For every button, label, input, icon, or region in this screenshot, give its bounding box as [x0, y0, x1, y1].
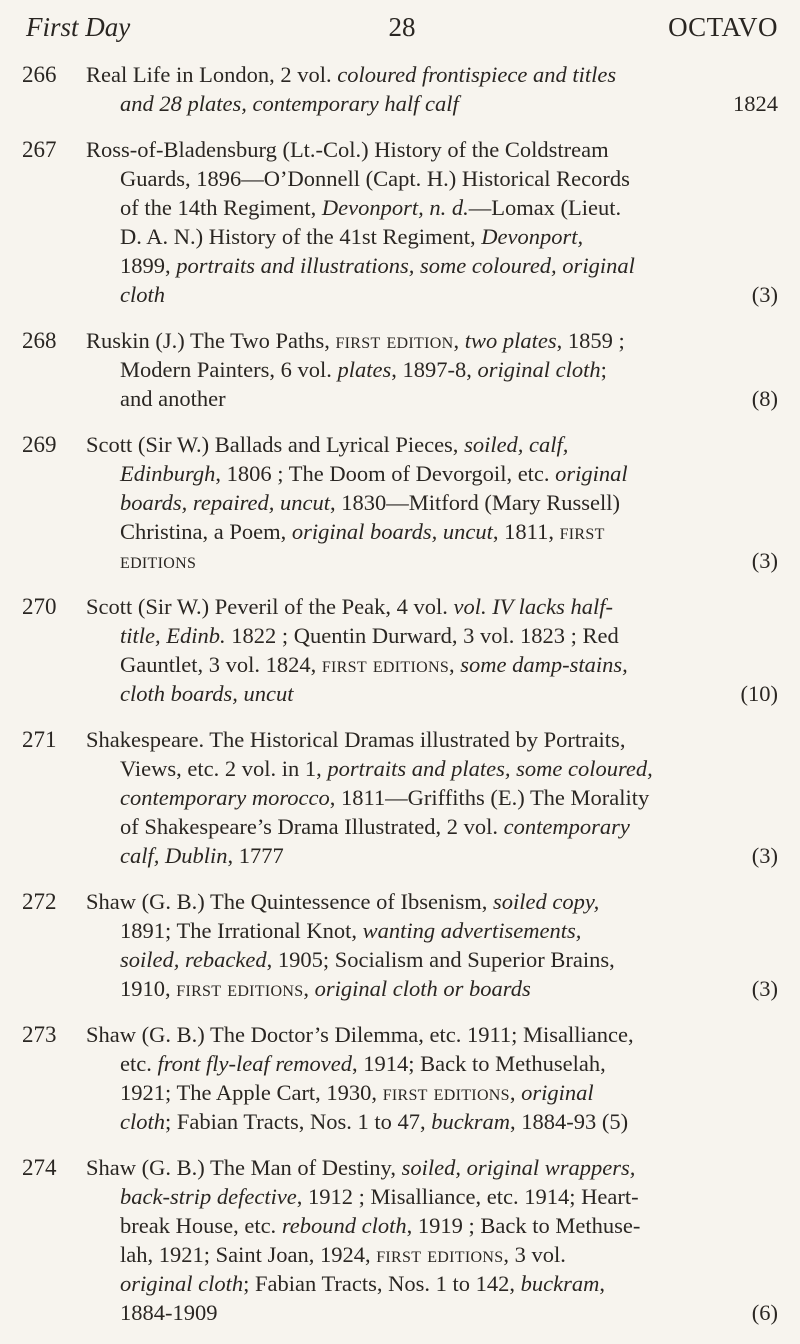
text-segment: and another [120, 386, 226, 411]
lot-description-line [86, 459, 778, 488]
lot-description-line [86, 1240, 778, 1269]
text-segment: back-strip defective [120, 1184, 297, 1209]
lot-description-line [86, 592, 778, 621]
lot-description-line [86, 783, 778, 812]
text-segment: Gauntlet, 3 vol. 1824, [120, 652, 322, 677]
lot-entry [22, 592, 778, 708]
line-text [120, 89, 459, 118]
text-segment: two plates [464, 328, 557, 353]
text-segment: some damp-stains, [460, 652, 628, 677]
text-segment: , 1919 ; Back to Methuse- [406, 1213, 641, 1238]
text-segment: Devonport, [481, 224, 584, 249]
lot-description-line [86, 887, 778, 916]
text-segment: of the 14th Regiment, [120, 195, 322, 220]
text-segment: soiled copy, [493, 889, 600, 914]
lot-description-line [86, 754, 778, 783]
text-segment: —Lomax (Lieut. [468, 195, 622, 220]
text-segment: Christina, a Poem, [120, 519, 292, 544]
text-segment: Views, etc. 2 vol. in 1, [120, 756, 328, 781]
text-segment: Real Life in London, 2 vol. [86, 62, 338, 87]
text-segment: ; Fabian Tracts, Nos. 1 to 47, [165, 1109, 432, 1134]
header-day: First Day [26, 12, 131, 42]
lot-description-line [86, 679, 778, 708]
text-segment: rebound cloth [281, 1213, 407, 1238]
text-segment: editions [120, 548, 197, 573]
text-segment: , [449, 652, 461, 677]
lot-description-line [86, 1269, 778, 1298]
lot-description-line [86, 841, 778, 870]
text-segment: first edition [335, 328, 454, 353]
text-segment: lah, 1921; Saint Joan, 1924, [120, 1242, 377, 1267]
text-segment: contemporary morocco [120, 785, 330, 810]
lot-description-line [86, 355, 778, 384]
text-segment: ; [600, 357, 607, 382]
text-segment: 1910, [120, 976, 177, 1001]
lot-description-line [86, 193, 778, 222]
lot-description-line [86, 974, 778, 1003]
text-segment: , 1859 ; [556, 328, 625, 353]
lot-quantity-or-date: (3) [751, 843, 778, 868]
text-segment: Modern Painters, 6 vol. [120, 357, 338, 382]
lot-entry [22, 135, 778, 309]
lot-description-line [86, 546, 778, 575]
text-segment: , 1806 ; The Doom of Devorgoil, etc. [215, 461, 556, 486]
header-format: OCTAVO [668, 12, 778, 42]
page-header [26, 12, 778, 52]
lot-entry [22, 430, 778, 575]
text-segment: plates [337, 357, 392, 382]
lot-entry [22, 1020, 778, 1136]
lot-number: 272 [22, 889, 57, 914]
text-segment: soiled, rebacked [120, 947, 267, 972]
text-segment: , [509, 1080, 522, 1105]
text-segment: first [559, 519, 605, 544]
text-segment: soiled, calf, [464, 432, 569, 457]
lot-description-line [86, 1107, 778, 1136]
text-segment: original cloth [477, 357, 601, 382]
lot-description-line [86, 1078, 778, 1107]
text-segment: boards, repaired, uncut [120, 490, 330, 515]
text-segment: , [303, 976, 315, 1001]
text-segment: , [599, 1271, 605, 1296]
text-segment: Shakespeare. The Historical Dramas illustrated by Portraits, [86, 727, 626, 752]
lot-description-line [86, 384, 778, 413]
text-segment: original cloth [120, 1271, 244, 1296]
text-segment: portraits and illustrations, some coloured, original [176, 253, 635, 278]
lot-quantity-or-date: (3) [751, 548, 778, 573]
lot-number: 269 [22, 432, 57, 457]
text-segment: etc. [120, 1051, 158, 1076]
text-segment: cloth [120, 282, 165, 307]
lot-description-line [86, 280, 778, 309]
lot-description-line [86, 1182, 778, 1211]
text-segment: original boards, uncut [291, 519, 493, 544]
lot-description-line [86, 60, 778, 89]
lot-description-line [86, 621, 778, 650]
lot-description-line [86, 1153, 778, 1182]
lot-number: 271 [22, 727, 57, 752]
line-text [120, 280, 165, 309]
line-text [120, 679, 294, 708]
lot-description-line [86, 251, 778, 280]
lot-description-line [86, 326, 778, 355]
text-segment: , 1884-93 (5) [510, 1109, 629, 1134]
text-segment: ; Fabian Tracts, Nos. 1 to 142, [243, 1271, 521, 1296]
text-segment: cloth [120, 1109, 165, 1134]
text-segment: coloured frontispiece and titles [337, 62, 617, 87]
text-segment: 1921; The Apple Cart, 1930, [120, 1080, 383, 1105]
text-segment: Shaw (G. B.) The Doctor’s Dilemma, etc. 1911; Misalliance, [86, 1022, 634, 1047]
text-segment: first editions [321, 652, 450, 677]
line-text [120, 384, 226, 413]
line-text [120, 1298, 218, 1327]
lot-description-line [86, 164, 778, 193]
lot-description-line [86, 916, 778, 945]
lot-number: 266 [22, 62, 57, 87]
lot-quantity-or-date: (3) [751, 976, 778, 1001]
line-text [120, 841, 284, 870]
text-segment: first editions [382, 1080, 510, 1105]
text-segment: Scott (Sir W.) Ballads and Lyrical Pieces, [86, 432, 465, 457]
lot-entry [22, 60, 778, 118]
lot-number: 268 [22, 328, 57, 353]
lot-description-line [86, 135, 778, 164]
lot-description-line [86, 725, 778, 754]
text-segment: , 1905; Socialism and Superior Brains, [266, 947, 615, 972]
lot-number: 267 [22, 137, 57, 162]
text-segment: buckram [520, 1271, 600, 1296]
text-segment: 1884-1909 [120, 1300, 218, 1325]
text-segment: vol. IV lacks half- [453, 594, 614, 619]
text-segment: , [453, 328, 465, 353]
text-segment: , 1914; Back to Methuselah, [352, 1051, 606, 1076]
text-segment: , 1897-8, [391, 357, 478, 382]
text-segment: break House, etc. [120, 1213, 282, 1238]
text-segment: first editions [376, 1242, 504, 1267]
lot-entry [22, 725, 778, 870]
text-segment: Shaw (G. B.) The Man of Destiny, [86, 1155, 402, 1180]
lot-entry [22, 1153, 778, 1327]
text-segment: 1822 ; Quentin Durward, 3 vol. 1823 ; Red [225, 623, 619, 648]
lot-description-line [86, 1211, 778, 1240]
lot-description-line [86, 1020, 778, 1049]
text-segment: Scott (Sir W.) Peveril of the Peak, 4 vol. [86, 594, 454, 619]
text-segment: Shaw (G. B.) The Quintessence of Ibsenism, [86, 889, 494, 914]
text-segment: original [521, 1080, 594, 1105]
lot-description-line [86, 430, 778, 459]
lot-number: 270 [22, 594, 57, 619]
line-text [120, 546, 196, 575]
text-segment: , 1811—Griffiths (E.) The Morality [329, 785, 650, 810]
text-segment: of Shakespeare’s Drama Illustrated, 2 vol. [120, 814, 504, 839]
lot-entry [22, 887, 778, 1003]
text-segment: 1899, [120, 253, 177, 278]
text-segment: , 1777 [227, 843, 284, 868]
lot-description-line [86, 89, 778, 118]
text-segment: Ross-of-Bladensburg (Lt.-Col.) History of the Coldstream [86, 137, 609, 162]
lot-description-line [86, 488, 778, 517]
text-segment: cloth boards, uncut [120, 681, 294, 706]
lot-description-line [86, 1298, 778, 1327]
text-segment: , 3 vol. [503, 1242, 566, 1267]
lot-quantity-or-date: (8) [751, 386, 778, 411]
text-segment: Devonport, n. d. [321, 195, 469, 220]
lot-description-line [86, 812, 778, 841]
lot-description-line [86, 1049, 778, 1078]
text-segment: and 28 plates, contemporary half calf [120, 91, 459, 116]
text-segment: title, Edinb. [120, 623, 226, 648]
page-number: 28 [388, 12, 416, 42]
text-segment: Ruskin (J.) The Two Paths, [86, 328, 336, 353]
lot-quantity-or-date: (3) [751, 282, 778, 307]
lot-description-line [86, 222, 778, 251]
text-segment: soiled, original wrappers, [401, 1155, 636, 1180]
text-segment: contemporary [503, 814, 630, 839]
text-segment: Guards, 1896—O’Donnell (Capt. H.) Historical Records [120, 166, 630, 191]
text-segment: calf, Dublin [120, 843, 228, 868]
text-segment: portraits and plates, some coloured, [327, 756, 653, 781]
text-segment: , 1811, [492, 519, 560, 544]
text-segment: wanting advertisements, [362, 918, 582, 943]
lot-description-line [86, 650, 778, 679]
text-segment: buckram [431, 1109, 510, 1134]
text-segment: , 1912 ; Misalliance, etc. 1914; Heart- [296, 1184, 639, 1209]
text-segment: Edinburgh [120, 461, 216, 486]
lot-description-line [86, 945, 778, 974]
lot-description-line [86, 517, 778, 546]
text-segment: first editions [176, 976, 304, 1001]
lot-quantity-or-date: 1824 [733, 91, 778, 116]
text-segment: front fly-leaf removed [157, 1051, 353, 1076]
line-text [120, 974, 531, 1003]
lot-quantity-or-date: (6) [751, 1300, 778, 1325]
lot-quantity-or-date: (10) [740, 681, 778, 706]
lot-number: 273 [22, 1022, 57, 1047]
text-segment: original [555, 461, 628, 486]
text-segment: , 1830—Mitford (Mary Russell) [329, 490, 620, 515]
text-segment: original cloth or boards [314, 976, 531, 1001]
lot-entry [22, 326, 778, 413]
lot-list [22, 60, 778, 1344]
text-segment: 1891; The Irrational Knot, [120, 918, 363, 943]
text-segment: D. A. N.) History of the 41st Regiment, [120, 224, 482, 249]
lot-number: 274 [22, 1155, 57, 1180]
